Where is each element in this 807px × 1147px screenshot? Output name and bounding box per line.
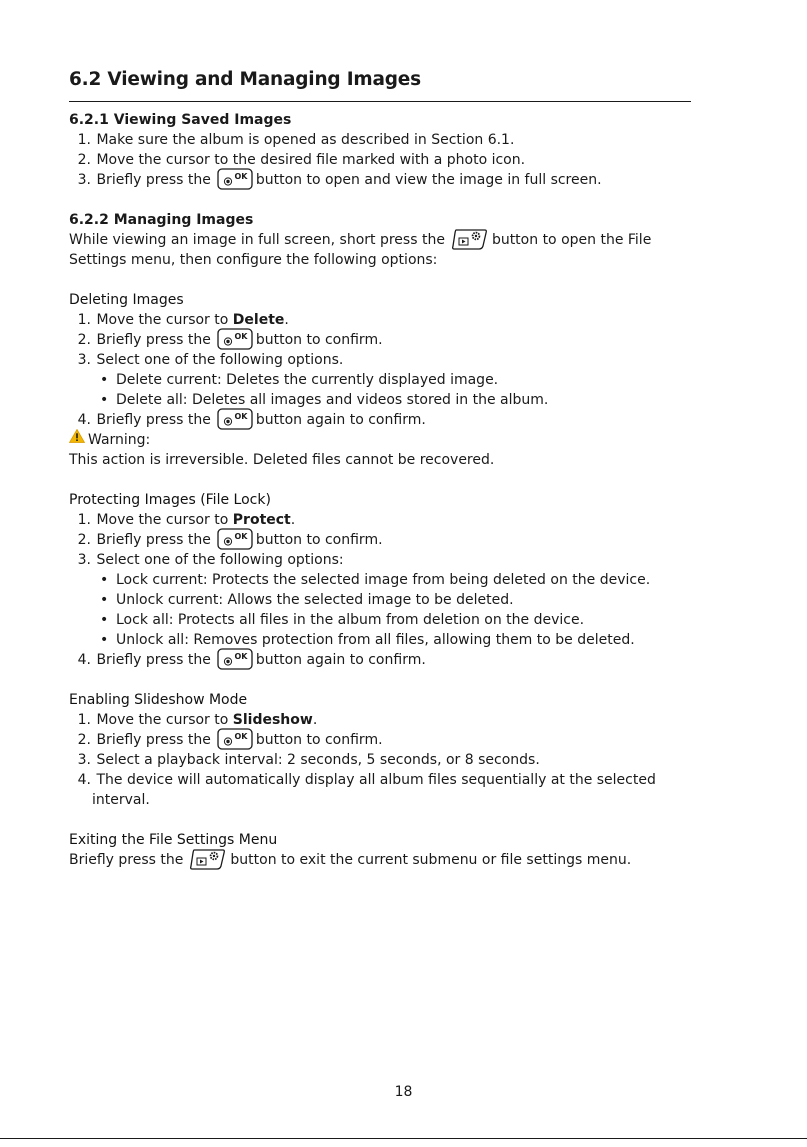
slideshow-step-3: 3. Select a playback interval: 2 seconds, 5 seconds, or 8 seconds. — [77, 752, 540, 768]
content — [69, 110, 691, 870]
ok-button-icon — [217, 328, 253, 350]
protecting-heading: Protecting Images (File Lock) — [69, 492, 271, 508]
exiting-heading: Exiting the File Settings Menu — [69, 832, 278, 848]
page-number: 18 — [394, 1084, 413, 1100]
exiting-text: Briefly press the button to exit the current submenu or file settings menu. — [69, 850, 691, 870]
playback-settings-button-icon — [451, 228, 489, 250]
protecting-step-3: 3. Select one of the following options: — [77, 552, 344, 568]
svg-text:OK: OK — [234, 652, 248, 661]
deleting-option: • Delete current: Deletes the currently displayed image. — [100, 372, 499, 388]
deleting-option: • Delete all: Deletes all images and videos stored in the album. — [100, 392, 549, 408]
viewing-step-2: 2. Move the cursor to the desired file marked with a photo icon. — [77, 152, 526, 168]
section-title: 6.2 Viewing and Managing Images — [69, 69, 421, 90]
ok-button-icon — [217, 168, 253, 190]
playback-settings-button-icon — [189, 848, 227, 870]
deleting-step-3: 3. Select one of the following options. — [77, 352, 344, 368]
warning-label: Warning: — [69, 430, 691, 450]
managing-intro: While viewing an image in full screen, short press the button to open the File — [69, 230, 691, 250]
protecting-option: • Lock current: Protects the selected image from being deleted on the device. — [100, 572, 651, 588]
svg-text:OK: OK — [234, 172, 248, 181]
deleting-step-2: 2. Briefly press the OK button to confirm. — [69, 330, 691, 350]
slideshow-step-4-cont: interval. — [92, 792, 150, 808]
managing-intro-2: Settings menu, then configure the following options: — [69, 252, 438, 268]
protecting-step-2: 2. Briefly press the OK button to confirm. — [69, 530, 691, 550]
protecting-step-1: 1. Move the cursor to Protect . — [77, 512, 296, 528]
protecting-option: • Unlock all: Removes protection from all files, allowing them to be deleted. — [100, 632, 635, 648]
ok-button-icon — [217, 528, 253, 550]
title-divider — [69, 101, 691, 102]
ok-button-icon — [217, 408, 253, 430]
protecting-option: • Unlock current: Allows the selected image to be deleted. — [100, 592, 514, 608]
viewing-step-1: 1. Make sure the album is opened as described in Section 6.1. — [77, 132, 515, 148]
slideshow-step-4: 4. The device will automatically display all album files sequentially at the selected — [77, 772, 656, 788]
svg-text:OK: OK — [234, 412, 248, 421]
slideshow-step-2: 2. Briefly press the OK button to confirm. — [69, 730, 691, 750]
deleting-step-1: 1. Move the cursor to Delete . — [77, 312, 289, 328]
svg-text:OK: OK — [234, 732, 248, 741]
ok-button-icon — [217, 648, 253, 670]
warning-icon — [69, 429, 85, 449]
svg-text:OK: OK — [234, 332, 248, 341]
protecting-step-4: 4. Briefly press the OK button again to confirm. — [69, 650, 691, 670]
viewing-step-3: 3. Briefly press the OK button to open and view the image in full screen. — [69, 170, 691, 190]
deleting-heading: Deleting Images — [69, 292, 184, 308]
warning-text: This action is irreversible. Deleted files cannot be recovered. — [69, 452, 495, 468]
footer-divider — [0, 1138, 807, 1139]
protecting-option: • Lock all: Protects all files in the album from deletion on the device. — [100, 612, 585, 628]
managing-heading: 6.2.2 Managing Images — [69, 212, 254, 228]
slideshow-step-1: 1. Move the cursor to Slideshow . — [77, 712, 318, 728]
svg-text:OK: OK — [234, 532, 248, 541]
ok-button-icon — [217, 728, 253, 750]
slideshow-heading: Enabling Slideshow Mode — [69, 692, 248, 708]
viewing-heading: 6.2.1 Viewing Saved Images — [69, 112, 292, 128]
deleting-step-4: 4. Briefly press the OK button again to confirm. — [69, 410, 691, 430]
